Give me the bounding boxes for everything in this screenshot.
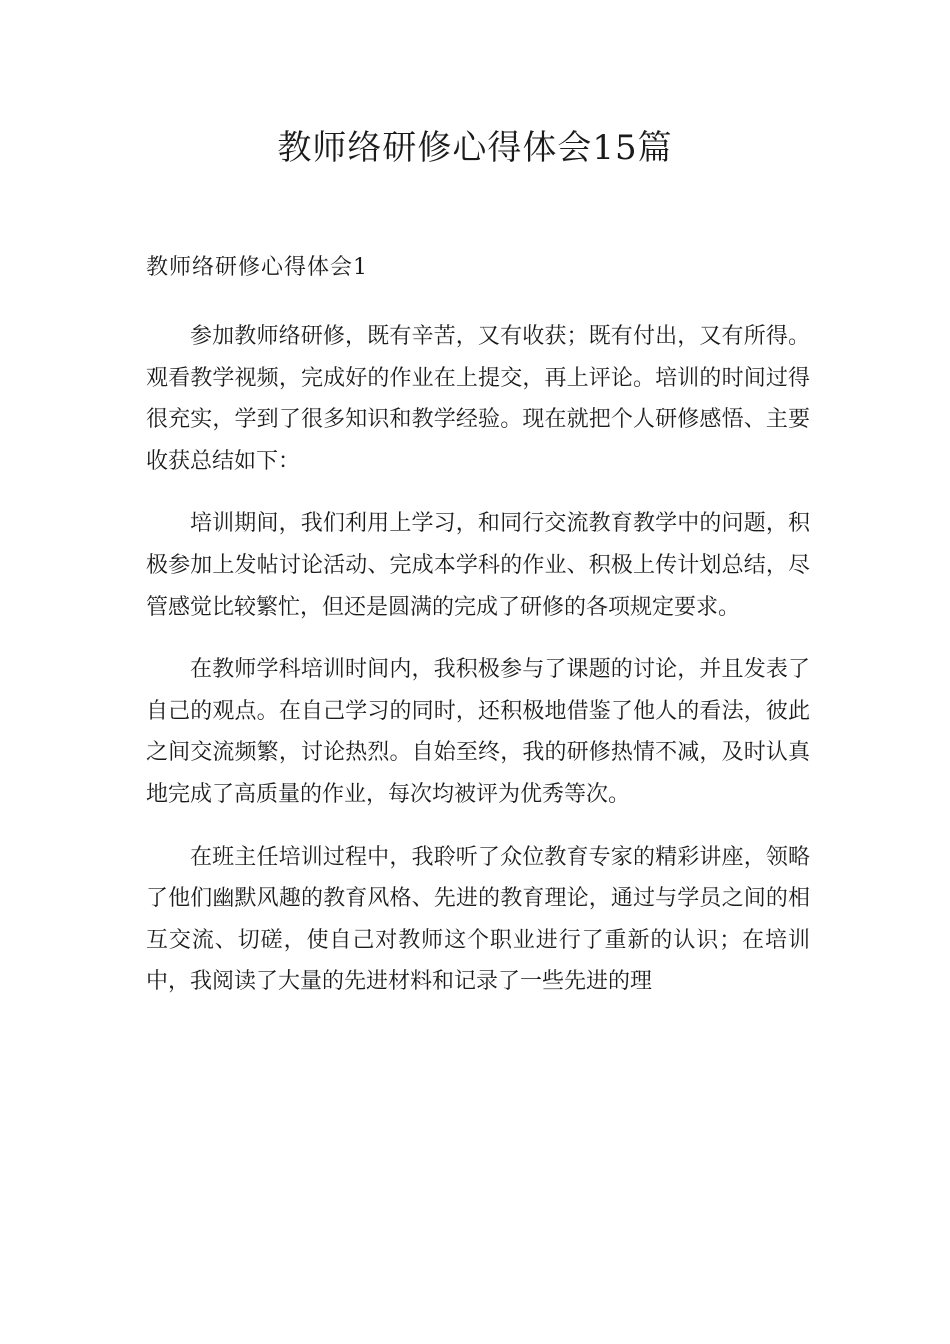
document-title: 教师络研修心得体会15篇 — [277, 128, 673, 168]
document-body — [146, 316, 810, 1024]
section-heading: 教师络研修心得体会1 — [146, 255, 368, 280]
paragraph: 在班主任培训过程中，我聆听了众位教育专家的精彩讲座，领略了他们幽默风趣的教育风格、先进的教育理论，通过与学员之间的相互交流、切磋，使自己对教师这个职业进行了重新的认识；在培训中，我阅读了大量的先进材料和记录了一些先进的理 — [146, 844, 810, 995]
paragraph: 参加教师络研修，既有辛苦，又有收获；既有付出，又有所得。观看教学视频，完成好的作业在上提交，再上评论。培训的时间过得很充实，学到了很多知识和教学经验。现在就把个人研修感悟、主要收获总结如下： — [146, 324, 810, 474]
paragraph: 在教师学科培训时间内，我积极参与了课题的讨论，并且发表了自己的观点。在自己学习的同时，还积极地借鉴了他人的看法，彼此之间交流频繁，讨论热烈。自始至终，我的研修热情不减，及时认真地完成了高质量的作业，每次均被评为优秀等次。 — [146, 657, 810, 807]
paragraph: 培训期间，我们利用上学习，和同行交流教育教学中的问题，积极参加上发帖讨论活动、完成本学科的作业、积极上传计划总结，尽管感觉比较繁忙，但还是圆满的完成了研修的各项规定要求。 — [146, 511, 810, 620]
